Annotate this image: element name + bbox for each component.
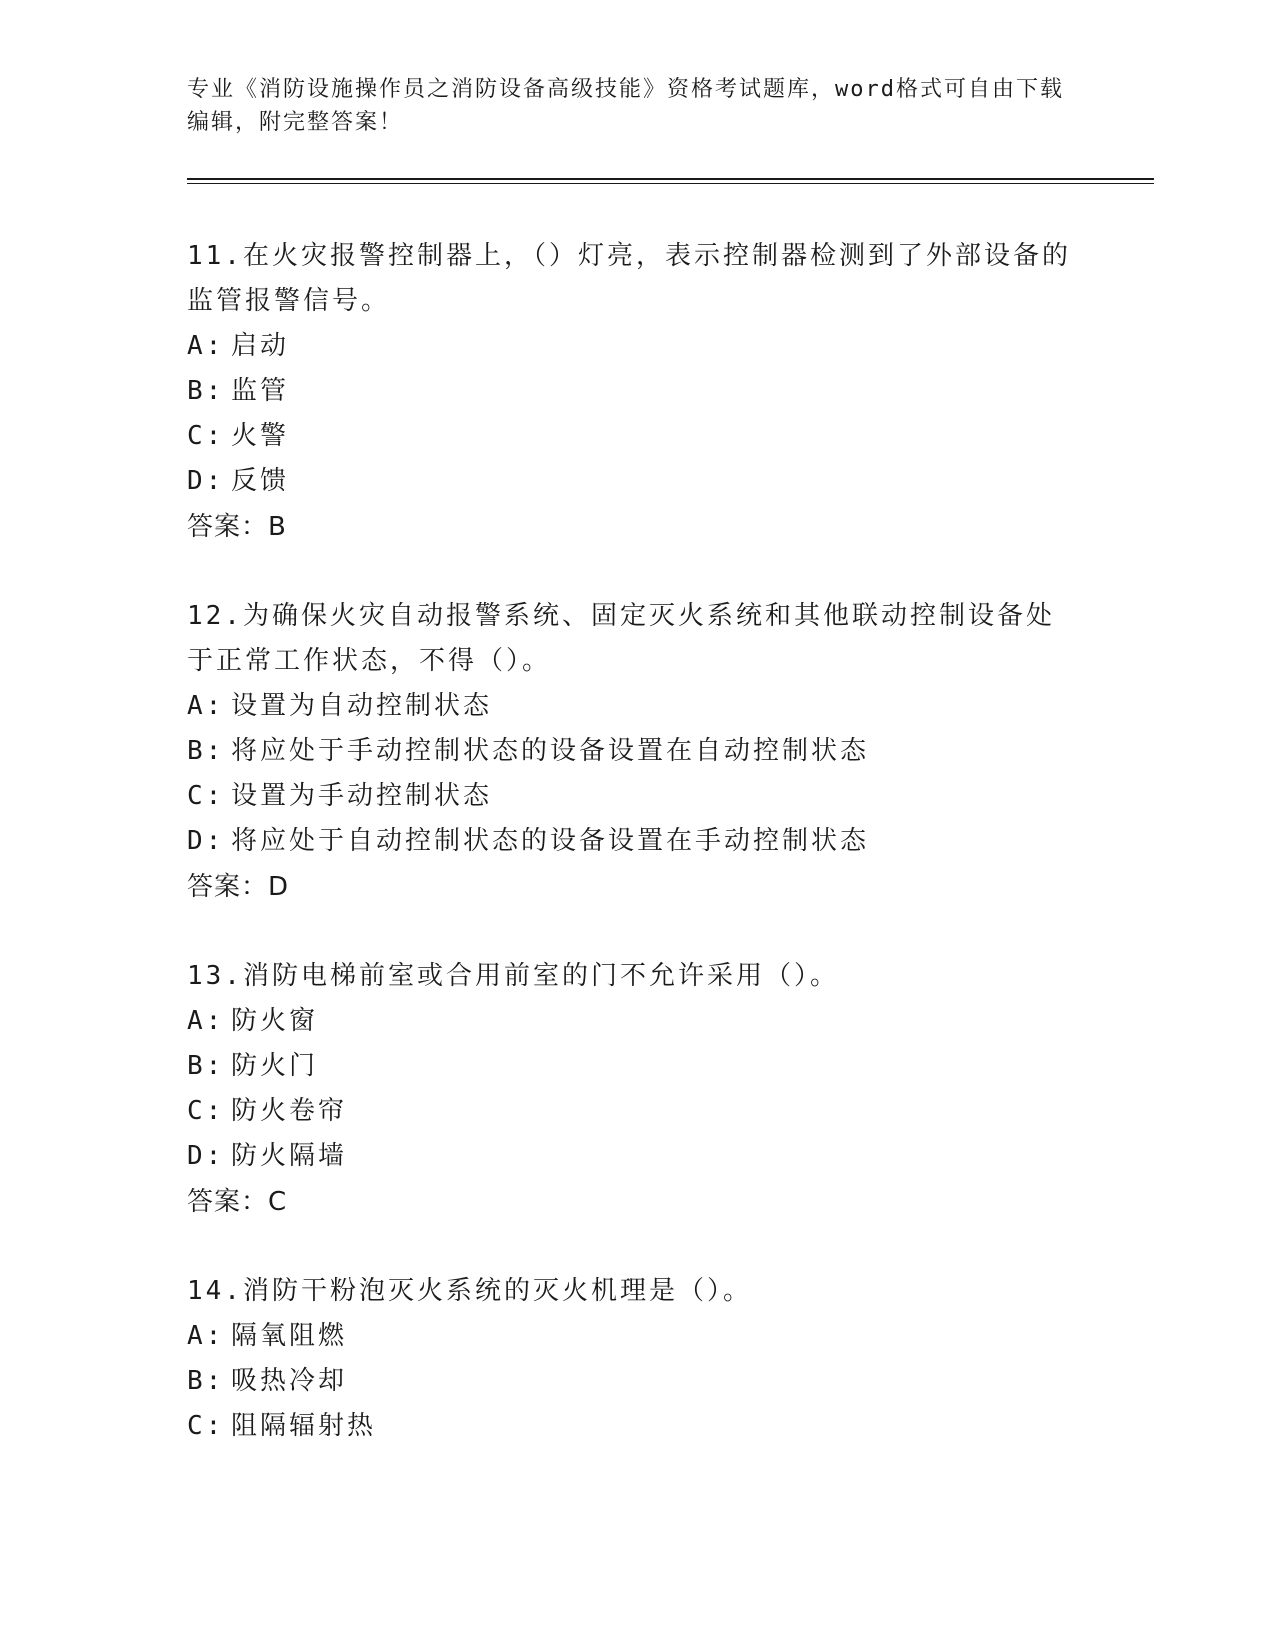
option-b — [187, 729, 1087, 774]
document-header: 专业《消防设施操作员之消防设备高级技能》资格考试题库，word格式可自由下载编辑，附完整答案！ — [187, 77, 1064, 135]
option-text: 防火窗 — [231, 1006, 319, 1036]
header-divider-thick — [187, 178, 1154, 180]
option-b — [187, 369, 1087, 414]
option-text: 启动 — [231, 331, 290, 361]
question-stem: 13.消防电梯前室或合用前室的门不允许采用（）。 — [187, 961, 839, 991]
option-d — [187, 459, 1087, 504]
option-key: A: — [187, 1006, 225, 1036]
header-divider-thin — [187, 183, 1154, 184]
option-key: B: — [187, 1051, 225, 1081]
option-text: 反馈 — [231, 466, 290, 496]
option-key: B: — [187, 376, 225, 406]
question-13 — [187, 954, 1087, 1225]
option-key: B: — [187, 736, 225, 766]
option-a — [187, 1314, 1087, 1359]
question-12 — [187, 594, 1087, 910]
option-text: 防火门 — [231, 1051, 319, 1081]
option-a — [187, 684, 1087, 729]
answer-line: 答案：D — [187, 872, 290, 902]
option-c — [187, 774, 1087, 819]
option-key: A: — [187, 1321, 225, 1351]
option-text: 防火卷帘 — [231, 1096, 348, 1126]
option-d — [187, 819, 1087, 864]
option-key: D: — [187, 466, 225, 496]
option-text: 设置为自动控制状态 — [231, 691, 493, 721]
question-stem: 12.为确保火灾自动报警系统、固定灭火系统和其他联动控制设备处于正常工作状态，不得（）。 — [187, 601, 1055, 676]
option-c — [187, 1404, 1087, 1449]
option-text: 监管 — [231, 376, 290, 406]
option-key: C: — [187, 421, 225, 451]
question-11 — [187, 234, 1087, 550]
question-14 — [187, 1269, 1087, 1449]
option-text: 隔氧阻燃 — [231, 1321, 348, 1351]
option-key: A: — [187, 331, 225, 361]
option-key: C: — [187, 1411, 225, 1441]
option-b — [187, 1359, 1087, 1404]
option-text: 设置为手动控制状态 — [231, 781, 493, 811]
option-text: 吸热冷却 — [231, 1366, 348, 1396]
option-key: D: — [187, 826, 225, 856]
option-key: D: — [187, 1141, 225, 1171]
option-key: C: — [187, 1096, 225, 1126]
option-text: 火警 — [231, 421, 290, 451]
option-c — [187, 414, 1087, 459]
option-key: C: — [187, 781, 225, 811]
option-d — [187, 1134, 1087, 1179]
answer-line: 答案：B — [187, 512, 287, 542]
option-b — [187, 1044, 1087, 1089]
option-key: B: — [187, 1366, 225, 1396]
option-text: 将应处于手动控制状态的设备设置在自动控制状态 — [231, 736, 870, 766]
option-c — [187, 1089, 1087, 1134]
option-text: 防火隔墙 — [231, 1141, 348, 1171]
option-text: 阻隔辐射热 — [231, 1411, 377, 1441]
option-a — [187, 999, 1087, 1044]
option-a — [187, 324, 1087, 369]
answer-line: 答案：C — [187, 1187, 288, 1217]
question-stem: 14.消防干粉泡灭火系统的灭火机理是（）。 — [187, 1276, 752, 1306]
option-text: 将应处于自动控制状态的设备设置在手动控制状态 — [231, 826, 870, 856]
option-key: A: — [187, 691, 225, 721]
question-list — [187, 234, 1087, 1493]
question-stem: 11.在火灾报警控制器上，（）灯亮，表示控制器检测到了外部设备的监管报警信号。 — [187, 241, 1071, 316]
